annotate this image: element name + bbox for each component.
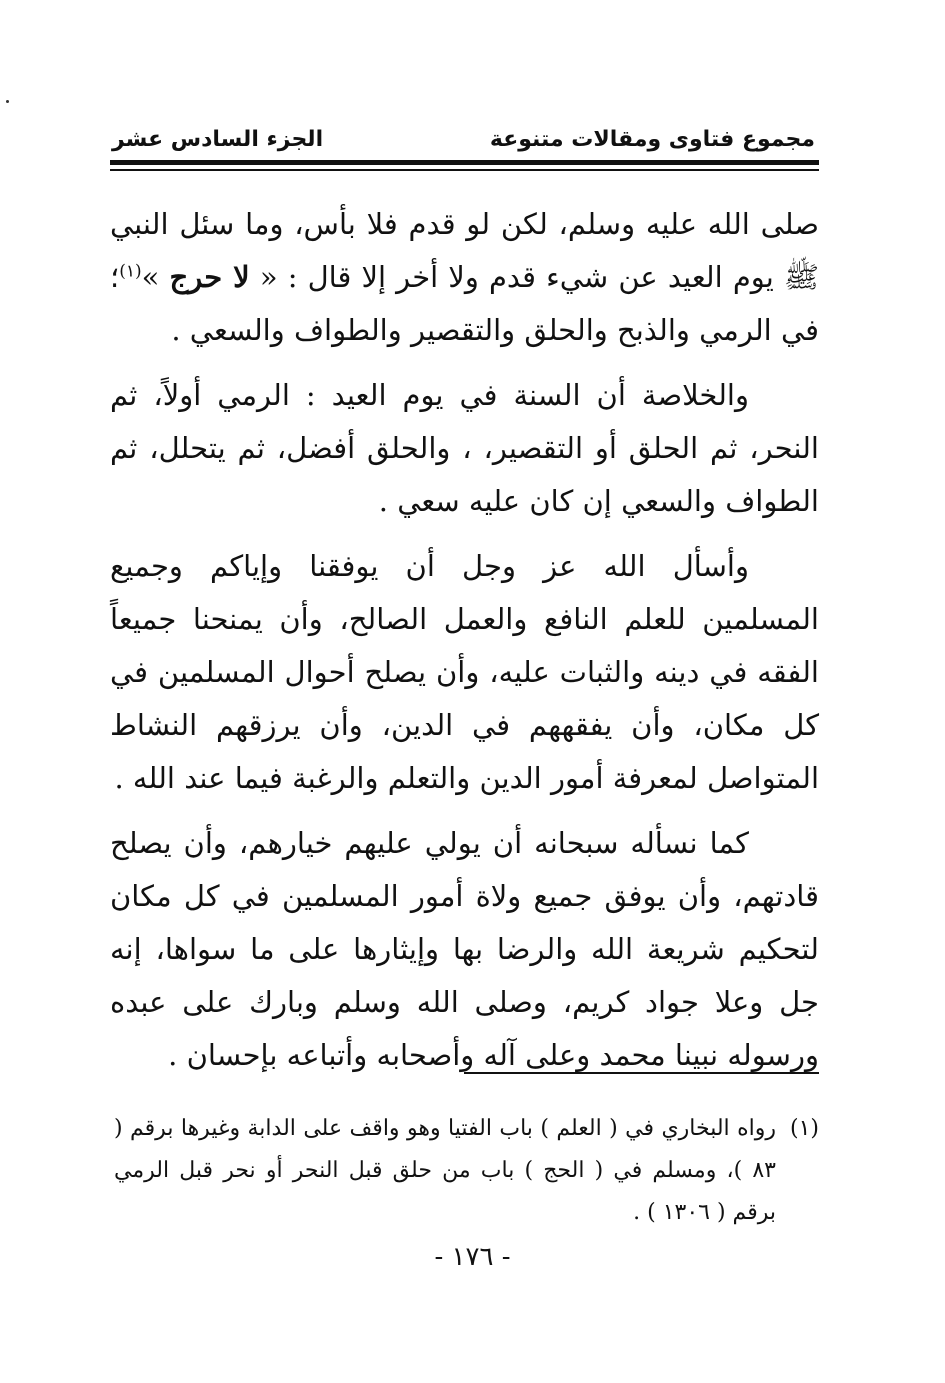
- header-book-title: مجموع فتاوى ومقالات متنوعة: [489, 127, 815, 152]
- header-rule-thin: [110, 169, 819, 171]
- paragraph-1: [110, 198, 819, 357]
- header-rule-thick: [110, 160, 819, 165]
- paragraph-2: والخلاصة أن السنة في يوم العيد : الرمي أولاً، ثم النحر، ثم الحلق أو التقصير، ، والحلق أفضل، ثم يتحلل، ثم الطواف والسعي إن كان عليه سعي .: [110, 378, 819, 518]
- scan-speck: [6, 100, 9, 103]
- paragraph-1-start: صلى الله عليه وسلم، لكن لو قدم فلا بأس، وما سئل النبي ﷺ يوم العيد عن شيء قدم ولا أخر إلا قال : «: [110, 207, 819, 294]
- quoted-saying: لا حرج: [169, 260, 250, 294]
- paragraph-4: كما نسأله سبحانه أن يولي عليهم خيارهم، وأن يصلح قادتهم، وأن يوفق جميع ولاة أمور المسلمين في كل مكان لتحكيم شريعة الله والرضا بها وإيثارها على ما سواها، إنه جل وعلا جواد كريم، وصلى الله وسلم وبارك على عبده ورسوله نبينا محمد وعلى آله وأصحابه وأتباعه بإحسان .: [110, 826, 819, 1072]
- running-header: [112, 112, 815, 152]
- main-text: [110, 198, 819, 1094]
- header-volume: الجزء السادس عشر: [112, 127, 324, 152]
- paragraph-3: وأسأل الله عز وجل أن يوفقنا وإياكم وجميع المسلمين للعلم النافع والعمل الصالح، وأن يمنحنا جميعاً الفقه في دينه والثبات عليه، وأن يصلح أحوال المسلمين في كل مكان، وأن يفقههم في الدين، وأن يرزقهم النشاط المتواصل لمعرفة أمور الدين والتعلم والرغبة فيما عند الله .: [110, 549, 819, 795]
- quote-close: »: [141, 260, 170, 294]
- footnote-text: رواه البخاري في ( العلم ) باب الفتيا وهو واقف على الدابة وغيرها برقم ( ٨٣ )، ومسلم في ( الحج ) باب من حلق قبل النحر أو نحر قبل الرمي برقم ( ١٣٠٦ ) .: [114, 1116, 776, 1225]
- page-number: - ١٧٦ -: [434, 1242, 511, 1272]
- paragraph-1-end: ؛ في الرمي والذبح والحلق والتقصير والطواف والسعي .: [110, 260, 819, 347]
- footnote: [114, 1108, 819, 1234]
- footnote-ref: (١): [119, 261, 142, 282]
- footnote-number: (١): [789, 1116, 819, 1141]
- footnote-separator: [464, 1072, 819, 1074]
